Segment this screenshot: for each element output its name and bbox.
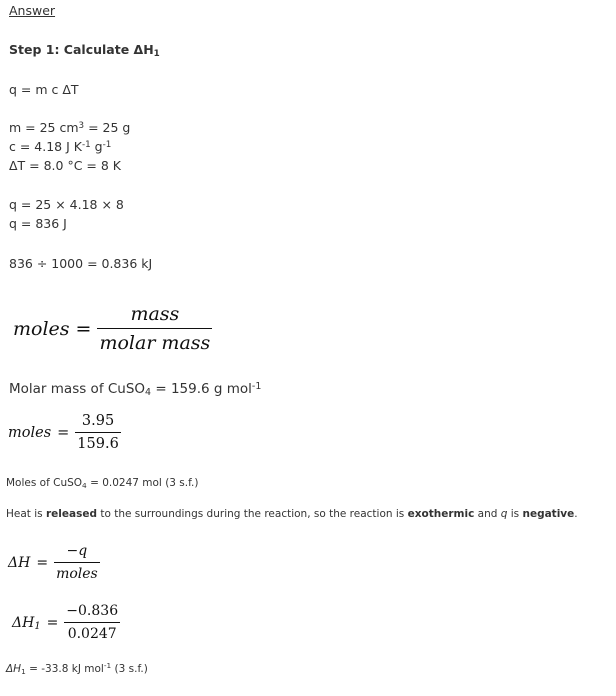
enthalpy-equation: ΔH = $\frac{-q}{\text{moles}}$ (8, 543, 98, 582)
moles-calculation: moles = $\frac{3.95}{159.6}$ (8, 413, 119, 452)
final-enthalpy-result: $\Delta H_1 = -33.8$ kJ mol$^{-1}$ (3 s.f.) (6, 661, 148, 676)
step1-heading: Step 1: Calculate $\Delta H_1$ (9, 42, 160, 59)
q-formula: q = m c ΔT (9, 82, 79, 97)
temperature-change-line: ΔT = 8.0 °C = 8 K (9, 158, 121, 173)
answer-link[interactable]: Answer (9, 3, 56, 18)
moles-result-line: Moles of CuSO$_4$ = 0.0247 mol (3 s.f.) (6, 477, 199, 490)
heat-explanation: Heat is released to the surroundings during the reaction, so the reaction is exothermic and q is negative. (6, 508, 578, 520)
q-calculation-line: q = 25 × 4.18 × 8 (9, 197, 124, 212)
kj-conversion-line: 836 ÷ 1000 = 0.836 kJ (9, 256, 153, 271)
q-result-line: q = 836 J (9, 216, 67, 231)
moles-equation: moles = $\frac{\text{mass}}{\text{molar mass}}$ (13, 303, 211, 354)
molar-mass-line: Molar mass of CuSO$_4$ = 159.6 g mol$^{-1}$ (9, 381, 262, 398)
enthalpy-calculation: $\Delta H_1$ = $\frac{-0.836}{0.0247}$ (12, 603, 119, 642)
specific-heat-line: c = 4.18 J $K^{-1}$ $g^{-1}$ (9, 139, 112, 154)
mass-line: m = 25 $cm^3 = 25$ g (9, 120, 131, 135)
